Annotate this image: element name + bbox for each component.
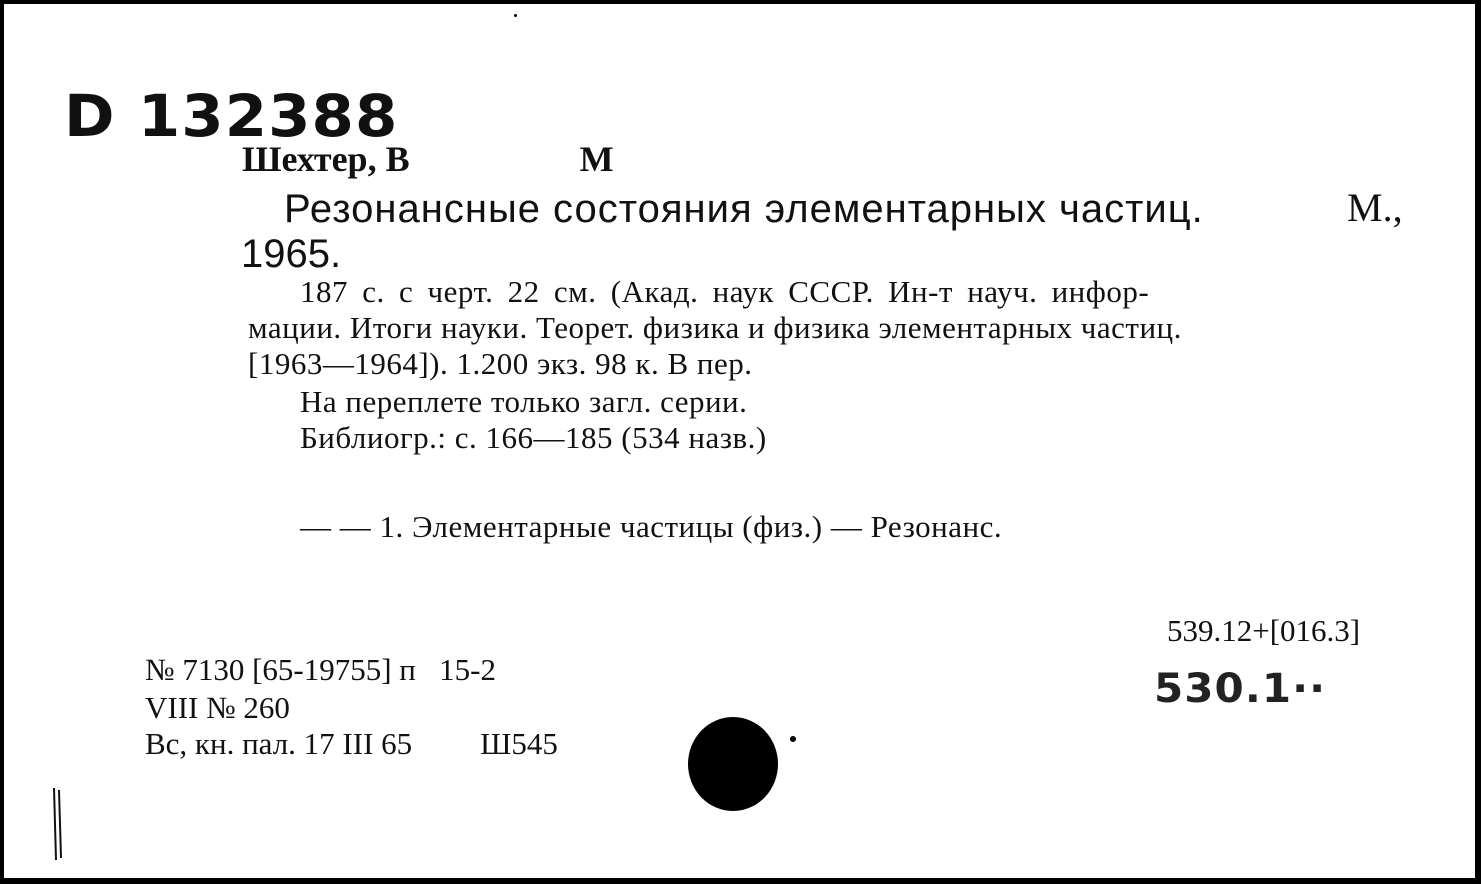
- subject-heading: — — 1. Элементарные частицы (физ.) — Резонанс.: [300, 509, 1003, 544]
- ink-speck: [790, 736, 796, 742]
- catalog-card: [2, 2, 1477, 880]
- title-year: 1965.: [241, 232, 342, 276]
- author-initial: М: [579, 139, 614, 179]
- title-main: Резонансные состояния элементарных частиц.: [284, 187, 1204, 231]
- footer-line-2: VIII № 260: [145, 690, 290, 725]
- classification-handwritten: 530.1··: [1154, 666, 1327, 712]
- description-line-1: 187 с. с черт. 22 см. (Акад. наук СССР. Ин-т науч. инфор-: [300, 274, 1150, 309]
- author-surname: Шехтер, В: [242, 139, 410, 179]
- footer-line-1: № 7130 [65-19755] п 15-2: [145, 652, 496, 687]
- ink-speck: [514, 14, 517, 17]
- title-place: М.,: [1347, 185, 1403, 230]
- punch-hole: [688, 717, 778, 811]
- footer-line-3: [145, 726, 558, 762]
- description-line-3: [1963—1964]). 1.200 экз. 98 к. В пер.: [248, 346, 753, 381]
- description-line-5: Библиогр.: с. 166—185 (534 назв.): [300, 420, 767, 455]
- shelfmark: D 132388: [64, 82, 399, 150]
- classification-printed: 539.12+[016.3]: [1167, 613, 1361, 648]
- author-name: [242, 138, 614, 180]
- footer-code: Ш545: [480, 726, 558, 761]
- margin-pencil-mark: [50, 786, 66, 862]
- description-line-2: мации. Итоги науки. Теорет. физика и физика элементарных частиц.: [248, 310, 1182, 345]
- footer-date: Вс, кн. пал. 17 III 65: [145, 726, 413, 761]
- description-line-4: На переплете только загл. серии.: [300, 384, 748, 419]
